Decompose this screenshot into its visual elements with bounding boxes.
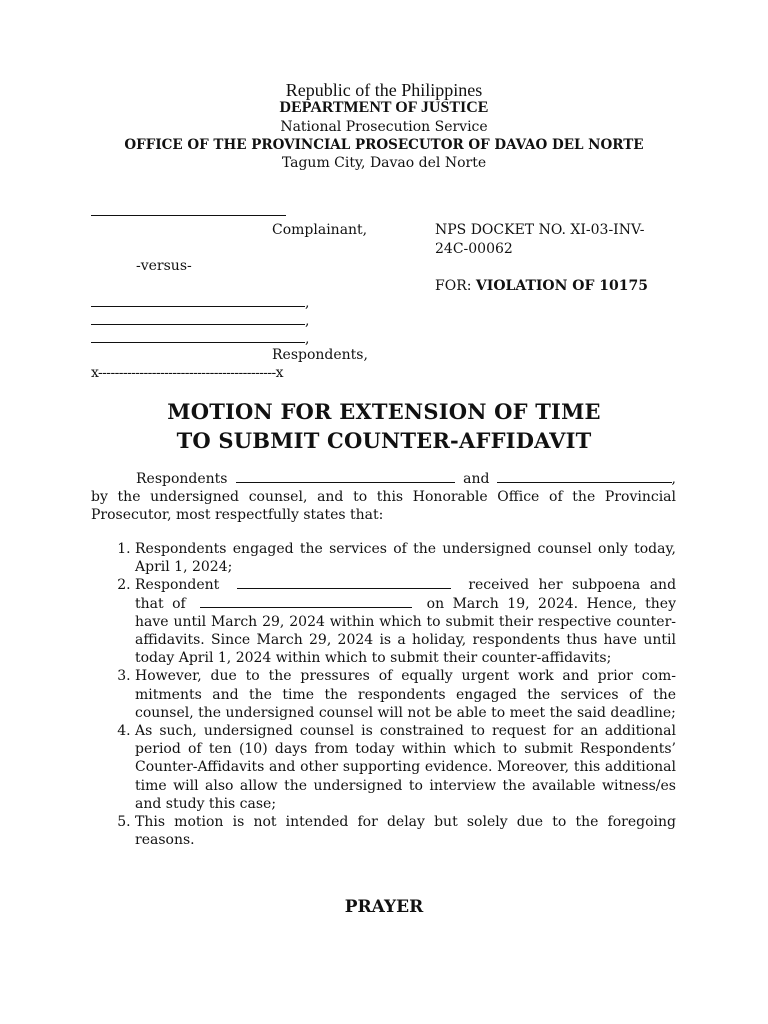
- intro-paragraph: Respondents and , by the undersigned counsel, and to this Honorable Office of the Provincial Prosecutor, most respectfully states that:: [91, 471, 676, 524]
- respondents-label: Respondents,: [272, 347, 368, 363]
- respondent-blank-3: ,: [91, 330, 309, 347]
- complainant-blank: [91, 205, 286, 216]
- respondent-name-blank-2: [497, 470, 671, 483]
- complainant-label: Complainant,: [272, 222, 368, 238]
- versus-label: -versus-: [136, 258, 192, 274]
- respondent-name-blank-3: [237, 576, 451, 589]
- list-item: 4. As such, undersigned counsel is constrained to request for an additional period of ten (10) days from today within which to submit Respondents’ Counter-Affidavits and other supporting evidence. Moreover, this additional time will also allow the undersigned to interview the available witness/es and study this case;: [135, 722, 676, 813]
- respondent-name-blank-4: [200, 595, 412, 608]
- docket-number-line1: NPS DOCKET NO. XI-03-INV-: [435, 222, 645, 238]
- respondent-name-blank-1: [236, 470, 456, 483]
- list-item: 3. However, due to the pressures of equally urgent work and prior commitments and the time the respondents engaged the services of the counsel, the undersigned counsel will not be able to meet the said deadline;: [135, 667, 676, 722]
- docket-number-line2: 24C-00062: [435, 241, 513, 257]
- header-location: Tagum City, Davao del Norte: [281, 155, 487, 171]
- header-republic: Republic of the Philippines: [285, 80, 483, 100]
- intro-lead: Respondents: [136, 471, 228, 487]
- header-office: OFFICE OF THE PROVINCIAL PROSECUTOR OF DAVAO DEL NORTE: [124, 137, 644, 153]
- list-item: 5. This motion is not intended for delay but solely due to the foregoing reasons.: [135, 813, 676, 849]
- intro-and: and: [463, 471, 490, 487]
- header-service: National Prosecution Service: [280, 119, 488, 135]
- intro-rest: by the undersigned counsel, and to this Honorable Office of the Provincial Prosecutor, most respectfully states that:: [91, 489, 676, 524]
- header-department: DEPARTMENT OF JUSTICE: [279, 99, 489, 116]
- offense-value: VIOLATION OF 10175: [475, 278, 649, 294]
- respondent-blank-1: ,: [91, 294, 309, 311]
- respondent-blank-2: ,: [91, 312, 309, 329]
- prayer-heading: PRAYER: [344, 897, 424, 917]
- statements-list: [91, 540, 676, 849]
- offense-line: [435, 278, 648, 294]
- for-label: FOR:: [435, 278, 472, 294]
- caption-separator: x-------------------------------------------x: [91, 365, 283, 381]
- document-title-line1: MOTION FOR EXTENSION OF TIME: [167, 399, 601, 424]
- list-item: 1. Respondents engaged the services of the undersigned counsel only today, April 1, 2024;: [135, 540, 676, 576]
- document-title-line2: TO SUBMIT COUNTER-AFFIDAVIT: [176, 428, 592, 453]
- list-item: 2. Respondent received her subpoena and that of on March 19, 2024. Hence, they have until March 29, 2024 within which to submit their respective counter-affidavits. Since March 29, 2024 is a holiday, respondents thus have until today April 1, 2024 within which to submit their counter-affidavits;: [135, 576, 676, 667]
